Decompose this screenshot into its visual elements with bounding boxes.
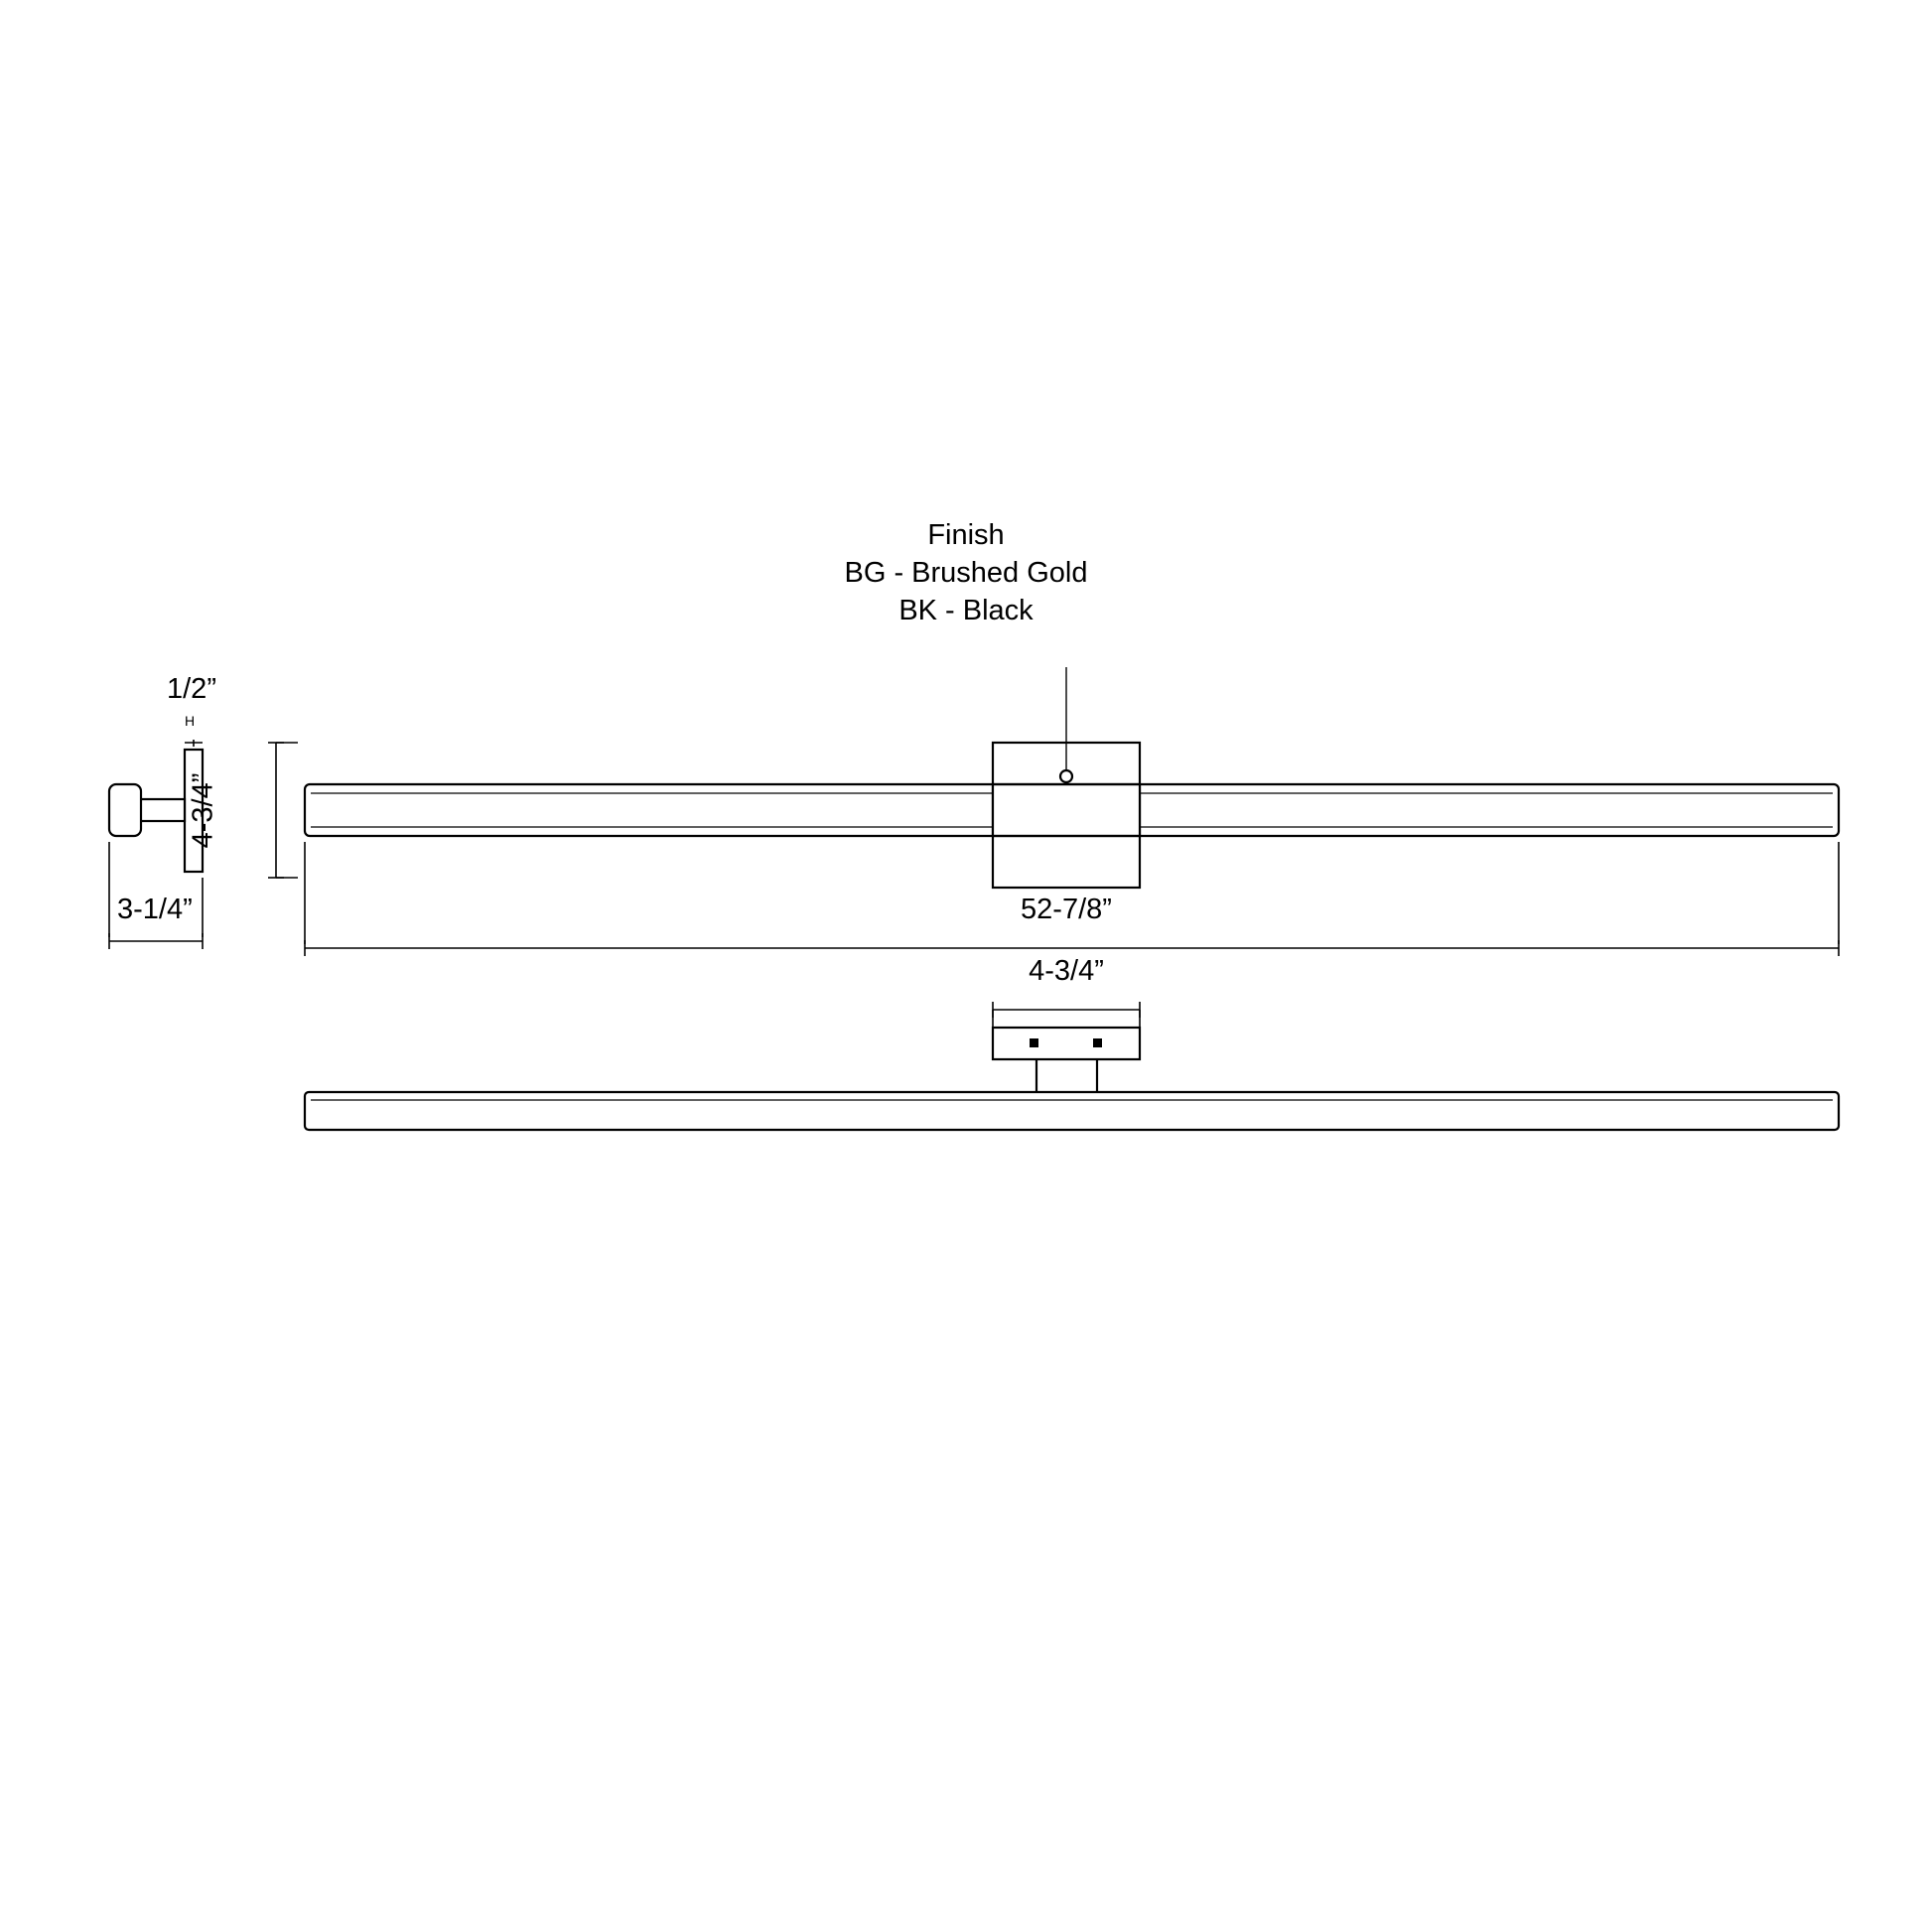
top-view-screw-left xyxy=(1030,1038,1038,1047)
side-depth-label: 3-1/4” xyxy=(117,894,193,925)
finish-option-bg: BG - Brushed Gold xyxy=(844,557,1088,589)
mount-width-dimension xyxy=(993,1002,1140,1028)
top-view-body xyxy=(305,1092,1839,1130)
top-view-group xyxy=(305,1028,1839,1130)
side-view-body-endcap xyxy=(109,784,141,836)
finish-heading: Finish xyxy=(927,519,1005,551)
backplate-thickness-marker-label: H xyxy=(185,713,196,729)
backplate-thickness-dimension xyxy=(185,740,203,747)
side-view-arm xyxy=(139,799,185,821)
body-height-label: 4-3/4” xyxy=(187,772,219,849)
front-view-group xyxy=(305,667,1839,888)
front-view-canopy-hole xyxy=(1060,770,1072,782)
finish-option-bk: BK - Black xyxy=(898,595,1034,626)
overall-length-label: 52-7/8” xyxy=(1021,894,1112,925)
front-view-body-overlap xyxy=(993,784,1140,836)
backplate-thickness-label: 1/2” xyxy=(167,673,216,705)
finish-callout xyxy=(0,516,1932,629)
top-view-mount-bar xyxy=(993,1028,1140,1059)
top-view-screw-right xyxy=(1093,1038,1102,1047)
mount-width-label: 4-3/4” xyxy=(1029,955,1104,987)
body-height-dimension xyxy=(268,743,298,878)
